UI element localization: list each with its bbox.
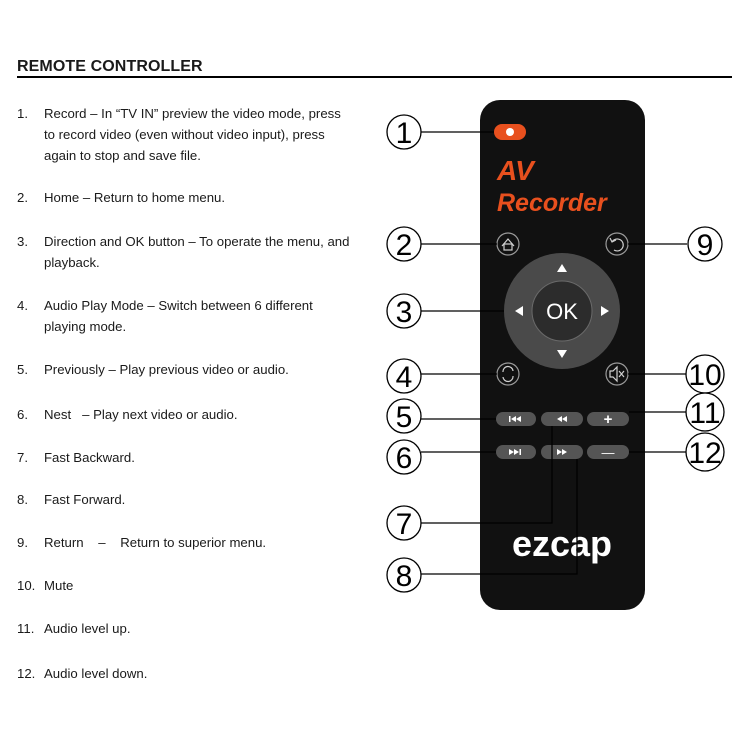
volume-up-label: +: [603, 411, 613, 428]
manual-page: REMOTE CONTROLLER 1. Record – In “TV IN” preview the video mode, press to record video (even without video input), press again to stop and save file. 2. Home – Return to home menu. 3. Direction and OK button – To operate the menu, and playback. 4. Audio Play Mode – Switch between 6 different playing mode. 5. Previously – Play previous video or audio. 6. Nest – Play next video or audio. 7. Fast Backward. 8. Fast Forward. 9. Return – Return to superior menu. 10. Mute 11. Audio level up. 12. Audio level down. AV Recorder OK + — ezcap 1 2 3 4 5 6 7 8 9 10 11 12: [0, 0, 750, 750]
svg-text:7: 7: [395, 508, 413, 541]
svg-text:8: 8: [395, 560, 413, 593]
svg-text:3: 3: [395, 296, 413, 329]
ezcap-logo: ezcap: [511, 523, 613, 564]
callout-12: [686, 433, 724, 471]
callout-6: [387, 440, 421, 475]
svg-text:9: 9: [696, 229, 714, 262]
svg-text:11: 11: [689, 397, 721, 430]
page-title: REMOTE CONTROLLER: [17, 58, 203, 75]
callout-9: [688, 227, 722, 262]
svg-text:2: 2: [395, 229, 413, 262]
svg-text:5: 5: [395, 401, 413, 434]
callout-1: [387, 115, 421, 150]
record-dot-icon: [506, 128, 514, 136]
svg-text:4: 4: [395, 361, 413, 394]
callout-10: [686, 355, 724, 393]
callout-11: [686, 393, 724, 431]
svg-text:1: 1: [395, 117, 413, 150]
ok-label: OK: [546, 299, 578, 324]
svg-text:12: 12: [688, 437, 722, 470]
volume-down-label: —: [601, 445, 615, 460]
svg-text:10: 10: [688, 359, 722, 392]
callout-8: [387, 558, 421, 593]
callout-3: [387, 294, 421, 329]
callout-4: [387, 359, 421, 394]
callout-5: [387, 399, 421, 434]
brand-line-av: AV: [497, 155, 534, 186]
brand-line-recorder: Recorder: [497, 189, 607, 217]
svg-text:6: 6: [395, 442, 413, 475]
callout-7: [387, 506, 421, 541]
callout-2: [387, 227, 421, 262]
